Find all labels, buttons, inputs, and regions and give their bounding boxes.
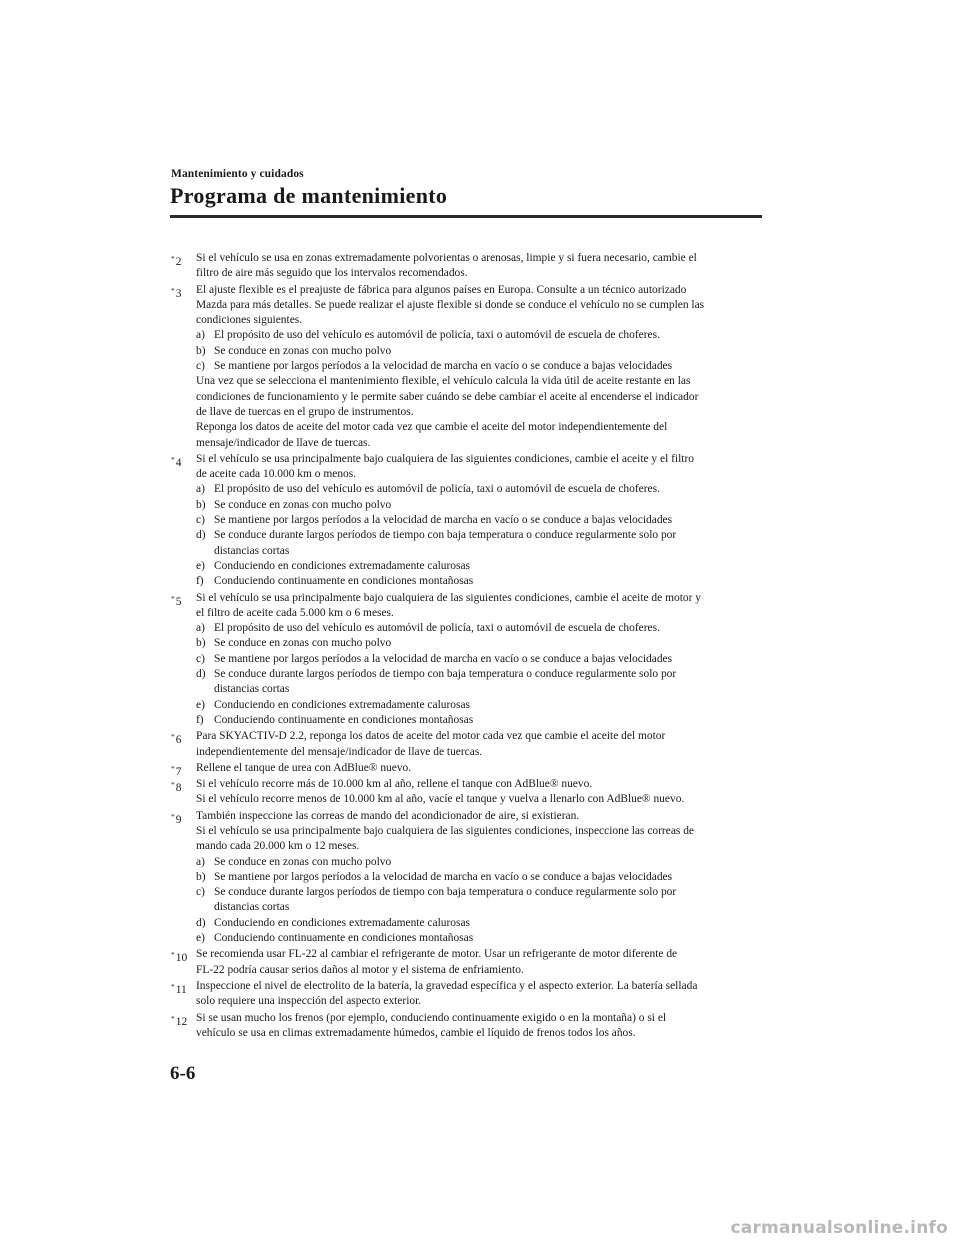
condition-text: Se mantiene por largos períodos a la velocidad de marcha en vacío o se conduce a bajas velocidades [214, 870, 673, 883]
footnotes [170, 251, 770, 1041]
condition-item [170, 328, 770, 343]
footnote-line [170, 251, 770, 266]
footnote-text: condiciones siguientes. [196, 314, 303, 327]
condition-letter: b) [196, 344, 206, 357]
footnote-text: condiciones de funcionamiento y le permite saber cuándo se debe cambiar el aceite al encenderse el indicador [196, 390, 699, 403]
footnote-text: Si se usan mucho los frenos (por ejemplo, conduciendo continuamente exigido o en la montaña) o si el [196, 1011, 667, 1024]
footnote-asterisk: * [171, 780, 175, 790]
footnote-line [170, 761, 770, 776]
condition-text: Se conduce durante largos períodos de tiempo con baja temperatura o conduce regularmente solo por [214, 668, 677, 681]
condition-text: El propósito de uso del vehículo es automóvil de policía, taxi o automóvil de escuela de choferes. [214, 483, 660, 496]
condition-letter: c) [196, 886, 205, 899]
condition-text: Se mantiene por largos períodos a la velocidad de marcha en vacío o se conduce a bajas velocidades [214, 652, 673, 665]
condition-letter: b) [196, 870, 206, 883]
condition-text: distancias cortas [214, 901, 290, 914]
condition-item [170, 621, 770, 636]
condition-item [170, 636, 770, 651]
footnote-asterisk: * [171, 811, 175, 821]
footnote-text: filtro de aire más seguido que los intervalos recomendados. [196, 267, 468, 280]
condition-item [170, 682, 770, 697]
footnote-text: Si el vehículo recorre menos de 10.000 km al año, vacíe el tanque y vuelva a llenarlo con AdBlue® nuevo. [196, 793, 685, 806]
condition-text: distancias cortas [214, 683, 290, 696]
footnote-line [170, 452, 770, 467]
footnote-number: 7 [175, 765, 182, 778]
footnote-number: 4 [175, 456, 182, 469]
condition-text: Se conduce en zonas con mucho polvo [214, 637, 392, 650]
footnote-line [170, 405, 770, 420]
condition-item [170, 931, 770, 946]
footnote-line [170, 777, 770, 795]
footnote-line [170, 792, 770, 807]
condition-letter: f) [196, 713, 204, 726]
footnote [170, 761, 770, 776]
footnote-line [170, 436, 770, 451]
footnote-number: 12 [175, 1015, 188, 1028]
condition-item [170, 855, 770, 870]
condition-item [170, 498, 770, 513]
condition-text: Se conduce durante largos períodos de tiempo con baja temperatura o conduce regularmente solo por [214, 529, 677, 542]
footnote-text: mensaje/indicador de llave de tuercas. [196, 436, 371, 449]
footnote-line [170, 994, 770, 1009]
footnote-line [170, 374, 770, 389]
footnote-number: 3 [175, 287, 182, 300]
condition-letter: d) [196, 916, 206, 929]
footnote-number: 2 [175, 256, 182, 268]
page-title: Programa de mantenimiento [170, 183, 448, 208]
footnote [170, 283, 770, 451]
condition-letter: a) [196, 329, 205, 342]
footnote-line [170, 390, 770, 405]
condition-item [170, 698, 770, 713]
condition-item [170, 900, 770, 915]
condition-item [170, 652, 770, 667]
condition-letter: c) [196, 360, 205, 373]
footnote-text: Se recomienda usar FL-22 al cambiar el refrigerante de motor. Usar un refrigerante de motor diferente de [196, 948, 678, 961]
footnote [170, 777, 770, 808]
footnote-line [170, 298, 770, 313]
condition-item [170, 482, 770, 497]
condition-item [170, 667, 770, 682]
condition-letter: f) [196, 575, 204, 588]
condition-text: El propósito de uso del vehículo es automóvil de policía, taxi o automóvil de escuela de choferes. [214, 622, 660, 635]
footnote-text: También inspeccione las correas de mando del acondicionador de aire, si existieran. [196, 809, 580, 822]
section-label: Mantenimiento y cuidados [171, 168, 304, 180]
footnote-text: solo requiere una inspección del aspecto exterior. [196, 995, 422, 1008]
footnote-line [170, 963, 770, 978]
condition-item [170, 870, 770, 885]
footnote [170, 1011, 770, 1042]
footnote-line [170, 591, 770, 606]
footnote-line [170, 839, 770, 854]
condition-item [170, 544, 770, 559]
footnote-line [170, 745, 770, 760]
condition-item [170, 359, 770, 374]
footnote-text: vehículo se usa en climas extremadamente húmedos, cambie el líquido de frenos todos los años. [196, 1026, 636, 1039]
condition-text: Se mantiene por largos períodos a la velocidad de marcha en vacío o se conduce a bajas velocidades [214, 360, 673, 373]
condition-letter: b) [196, 637, 206, 650]
footnote-line [170, 809, 770, 824]
footnote-line [170, 606, 770, 621]
footnote-number: 9 [175, 813, 182, 826]
condition-text: Conduciendo continuamente en condiciones montañosas [214, 575, 474, 588]
condition-text: Conduciendo en condiciones extremadamente calurosas [214, 559, 470, 572]
footnote-line [170, 420, 770, 435]
footnote-number: 10 [175, 952, 188, 965]
page-number: 6-6 [170, 1063, 196, 1084]
footnote-line [170, 1011, 770, 1026]
footnote-asterisk: * [171, 981, 175, 991]
footnote-asterisk: * [171, 593, 175, 603]
condition-letter: a) [196, 483, 205, 496]
footnote [170, 591, 770, 729]
condition-letter: b) [196, 498, 206, 511]
condition-text: Se conduce en zonas con mucho polvo [214, 855, 392, 868]
footnote-text: Si el vehículo recorre más de 10.000 km al año, rellene el tanque con AdBlue® nuevo. [196, 778, 593, 791]
footnote-line [170, 947, 770, 965]
footnote [170, 729, 770, 760]
condition-item [170, 574, 770, 589]
footnote-text: de llave de tuercas en el grupo de instrumentos. [196, 405, 414, 418]
footnote-text: Si el vehículo se usa principalmente bajo cualquiera de las siguientes condiciones, cambie el aceite y el filtro [196, 452, 694, 465]
footnote-text: Rellene el tanque de urea con AdBlue® nuevo. [196, 761, 412, 774]
footnote-line [170, 979, 770, 994]
condition-text: Se conduce en zonas con mucho polvo [214, 498, 392, 511]
condition-text: El propósito de uso del vehículo es automóvil de policía, taxi o automóvil de escuela de choferes. [214, 329, 660, 342]
condition-letter: d) [196, 529, 206, 542]
footnote-line [170, 283, 770, 298]
condition-letter: e) [196, 698, 205, 711]
footnote-text: Reponga los datos de aceite del motor cada vez que cambie el aceite del motor independientemente del [196, 421, 668, 434]
footnote-line [170, 1026, 770, 1041]
condition-letter: e) [196, 559, 205, 572]
footnote-text: Una vez que se selecciona el mantenimiento flexible, el vehículo calcula la vida útil de aceite restante en las [196, 375, 691, 388]
title-divider [170, 215, 762, 218]
watermark[interactable]: carmanualsonline.info [730, 1218, 948, 1238]
footnote-text: Si el vehículo se usa principalmente bajo cualquiera de las siguientes condiciones, cambie el aceite de motor y [196, 591, 701, 604]
footnote-text: El ajuste flexible es el preajuste de fábrica para algunos países en Europa. Consulte a un técnico autorizado [196, 283, 687, 296]
condition-item [170, 528, 770, 543]
condition-letter: e) [196, 932, 205, 945]
footnote [170, 979, 770, 1010]
footnote-number: 5 [175, 595, 182, 608]
footnote [170, 947, 770, 978]
footnote [170, 251, 770, 282]
condition-item [170, 344, 770, 359]
condition-letter: a) [196, 855, 205, 868]
footnote-line [170, 313, 770, 328]
condition-text: Conduciendo en condiciones extremadamente calurosas [214, 916, 470, 929]
condition-text: Conduciendo continuamente en condiciones montañosas [214, 932, 474, 945]
footnote-text: FL-22 podría causar serios daños al motor y el sistema de enfriamiento. [196, 963, 524, 976]
footnote-asterisk: * [171, 763, 175, 773]
footnote-line [170, 467, 770, 482]
condition-letter: c) [196, 652, 205, 665]
footnote-number: 6 [175, 734, 182, 747]
condition-text: Se conduce en zonas con mucho polvo [214, 344, 392, 357]
condition-letter: d) [196, 668, 206, 681]
footnote-text: Si el vehículo se usa en zonas extremadamente polvorientas o arenosas, limpie y si fuera necesario, cambie el [196, 252, 697, 264]
footnote-text: de aceite cada 10.000 km o menos. [196, 468, 357, 481]
footnote-text: el filtro de aceite cada 5.000 km o 6 meses. [196, 606, 394, 619]
condition-item [170, 559, 770, 574]
footnote-text: mando cada 20.000 km o 12 meses. [196, 840, 360, 853]
condition-text: Se conduce durante largos períodos de tiempo con baja temperatura o conduce regularmente solo por [214, 886, 677, 899]
condition-text: Conduciendo en condiciones extremadamente calurosas [214, 698, 470, 711]
condition-text: distancias cortas [214, 544, 290, 557]
footnote-asterisk: * [171, 285, 175, 295]
footnote-asterisk: * [171, 454, 175, 464]
footnote-asterisk: * [171, 732, 175, 742]
footnote [170, 452, 770, 590]
footnote-text: Mazda para más detalles. Se puede realizar el ajuste flexible si donde se conduce el vehículo no se cumplen las [196, 298, 705, 311]
footnote-asterisk: * [171, 254, 175, 263]
footnote-number: 11 [175, 983, 187, 996]
condition-text: Conduciendo continuamente en condiciones montañosas [214, 713, 474, 726]
footnote-line [170, 266, 770, 281]
footnote-asterisk: * [171, 950, 175, 960]
condition-letter: a) [196, 622, 205, 635]
footnote-text: Para SKYACTIV-D 2.2, reponga los datos de aceite del motor cada vez que cambie el aceite del motor [196, 730, 666, 743]
footnote-text: independientemente del mensaje/indicador de llave de tuercas. [196, 745, 483, 758]
footnote-line [170, 729, 770, 747]
condition-item [170, 713, 770, 728]
condition-item [170, 885, 770, 900]
footnote-number: 8 [175, 782, 182, 795]
footnote-asterisk: * [171, 1013, 175, 1023]
footnote-text: Inspeccione el nivel de electrolito de la batería, la gravedad específica y el aspecto exterior. La batería sellada [196, 979, 698, 992]
condition-item [170, 916, 770, 931]
footnote [170, 809, 770, 947]
footnote-text: Si el vehículo se usa principalmente bajo cualquiera de las siguientes condiciones, inspeccione las correas de [196, 824, 694, 837]
condition-text: Se mantiene por largos períodos a la velocidad de marcha en vacío o se conduce a bajas velocidades [214, 514, 673, 527]
condition-item [170, 513, 770, 528]
footnote-line [170, 824, 770, 839]
condition-letter: c) [196, 514, 205, 527]
